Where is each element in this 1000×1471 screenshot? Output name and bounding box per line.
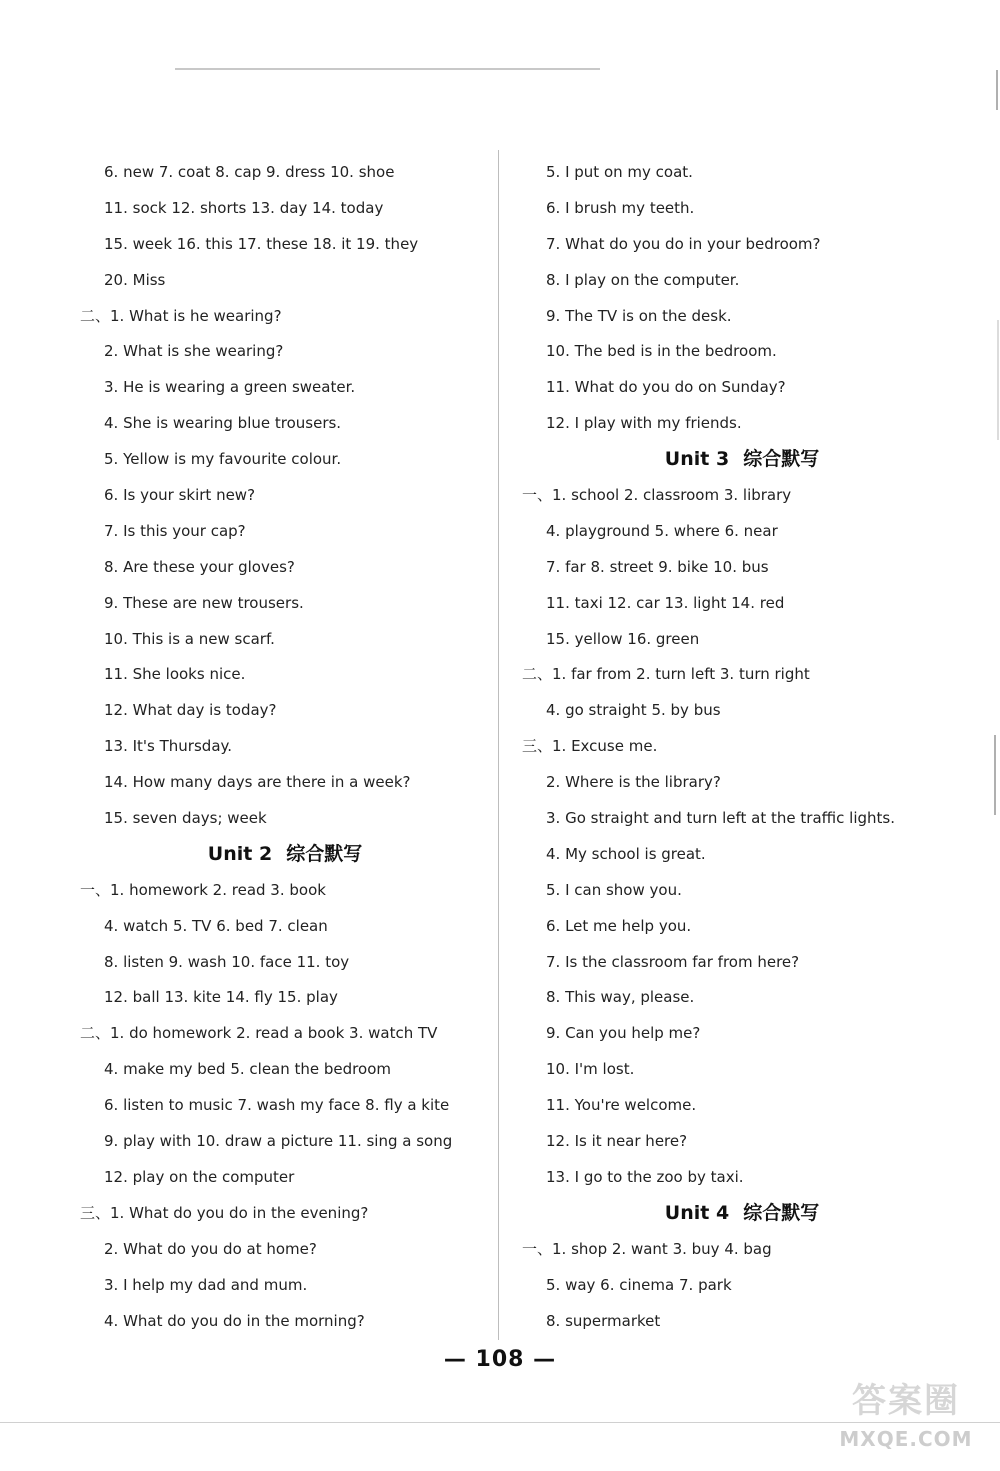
unit-heading — [522, 1196, 962, 1232]
answer-line: 6. listen to music 7. wash my face 8. fly a kite — [104, 1096, 450, 1115]
answer-line: 10. This is a new scarf. — [104, 629, 275, 648]
answer-line: 二、1. far from 2. turn left 3. turn right — [522, 665, 810, 684]
answer-line: 2. Where is the library? — [546, 773, 721, 792]
unit-heading — [80, 837, 490, 873]
right-answer-column — [522, 155, 962, 1339]
answer-line: 一、1. homework 2. read 3. book — [80, 880, 326, 899]
answer-line: 9. The TV is on the desk. — [546, 306, 732, 325]
unit-title: 综合默写 — [743, 448, 820, 471]
answer-line: 4. make my bed 5. clean the bedroom — [104, 1060, 391, 1079]
answer-line: 8. This way, please. — [546, 988, 695, 1007]
unit-title: 综合默写 — [743, 1201, 820, 1224]
answer-line: 6. Is your skirt new? — [104, 486, 256, 505]
answer-line: 20. Miss — [104, 270, 166, 289]
answer-line: 9. play with 10. draw a picture 11. sing a song — [104, 1132, 453, 1151]
answer-line: 3. He is wearing a green sweater. — [104, 378, 356, 397]
answer-line: 8. listen 9. wash 10. face 11. toy — [104, 952, 350, 971]
answer-line: 12. ball 13. kite 14. fly 15. play — [104, 988, 338, 1007]
answer-line: 12. play on the computer — [104, 1167, 295, 1186]
watermark-logo-text: 答案圈 — [852, 1381, 960, 1421]
answer-line: 4. watch 5. TV 6. bed 7. clean — [104, 916, 328, 935]
edge-mark-top — [996, 70, 998, 110]
answer-line: 11. She looks nice. — [104, 665, 246, 684]
answer-line: 11. You're welcome. — [546, 1096, 697, 1115]
answer-line: 12. Is it near here? — [546, 1132, 688, 1151]
answer-line: 11. sock 12. shorts 13. day 14. today — [104, 198, 384, 217]
top-rule — [175, 68, 600, 70]
answer-line: 5. I can show you. — [546, 880, 682, 899]
answer-line: 5. way 6. cinema 7. park — [546, 1275, 732, 1294]
answer-line: 9. These are new trousers. — [104, 593, 304, 612]
answer-line: 11. taxi 12. car 13. light 14. red — [546, 593, 785, 612]
answer-line: 8. Are these your gloves? — [104, 557, 295, 576]
answer-line: 二、1. What is he wearing? — [80, 306, 282, 325]
answer-line: 7. What do you do in your bedroom? — [546, 234, 821, 253]
answer-line: 15. seven days; week — [104, 809, 267, 828]
answer-line: 7. Is this your cap? — [104, 521, 246, 540]
answer-line: 12. What day is today? — [104, 701, 277, 720]
answer-line: 10. The bed is in the bedroom. — [546, 342, 777, 361]
page-number: — 108 — — [443, 1347, 557, 1372]
answer-line: 13. It's Thursday. — [104, 737, 233, 756]
answer-line: 9. Can you help me? — [546, 1024, 701, 1043]
edge-mark-middle — [994, 735, 996, 815]
answer-line: 3. I help my dad and mum. — [104, 1275, 308, 1294]
answer-line: 12. I play with my friends. — [546, 414, 742, 433]
unit-title: 综合默写 — [286, 842, 363, 865]
answer-line: 8. supermarket — [546, 1311, 661, 1330]
answer-line: 一、1. school 2. classroom 3. library — [522, 486, 792, 505]
answer-line: 6. I brush my teeth. — [546, 198, 695, 217]
column-divider — [498, 150, 499, 1340]
answer-line: 4. My school is great. — [546, 844, 706, 863]
unit-label: Unit 4 — [664, 1201, 730, 1224]
answer-line: 7. far 8. street 9. bike 10. bus — [546, 557, 769, 576]
answer-line: 10. I'm lost. — [546, 1060, 635, 1079]
answer-line: 5. I put on my coat. — [546, 163, 693, 181]
watermark-url: MXQE.COM — [839, 1427, 973, 1451]
answer-line: 一、1. shop 2. want 3. buy 4. bag — [522, 1239, 772, 1258]
answer-line: 4. go straight 5. by bus — [546, 701, 721, 720]
answer-line: 2. What do you do at home? — [104, 1239, 317, 1258]
answer-line: 2. What is she wearing? — [104, 342, 284, 361]
answer-line: 13. I go to the zoo by taxi. — [546, 1167, 744, 1186]
answer-line: 14. How many days are there in a week? — [104, 773, 411, 792]
answer-line: 4. playground 5. where 6. near — [546, 521, 778, 540]
answer-line: 6. Let me help you. — [546, 916, 692, 935]
answer-line: 6. new 7. coat 8. cap 9. dress 10. shoe — [104, 163, 395, 181]
answer-line: 4. What do you do in the morning? — [104, 1311, 365, 1330]
answer-line: 15. week 16. this 17. these 18. it 19. they — [104, 234, 419, 253]
answer-line: 4. She is wearing blue trousers. — [104, 414, 342, 433]
left-answer-column — [80, 155, 490, 1339]
answer-line: 5. Yellow is my favourite colour. — [104, 450, 342, 469]
edge-mark-right — [997, 320, 999, 440]
answer-line: 8. I play on the computer. — [546, 270, 740, 289]
watermark — [818, 1378, 994, 1466]
unit-label: Unit 2 — [207, 842, 273, 865]
answer-line: 7. Is the classroom far from here? — [546, 952, 800, 971]
answer-line: 11. What do you do on Sunday? — [546, 378, 786, 397]
answer-line: 3. Go straight and turn left at the traffic lights. — [546, 809, 895, 828]
answer-line: 15. yellow 16. green — [546, 629, 700, 648]
unit-label: Unit 3 — [664, 448, 730, 471]
answer-line: 三、1. What do you do in the evening? — [80, 1203, 369, 1222]
answer-line: 二、1. do homework 2. read a book 3. watch TV — [80, 1024, 438, 1043]
answer-line: 三、1. Excuse me. — [522, 737, 658, 756]
unit-heading — [522, 442, 962, 478]
